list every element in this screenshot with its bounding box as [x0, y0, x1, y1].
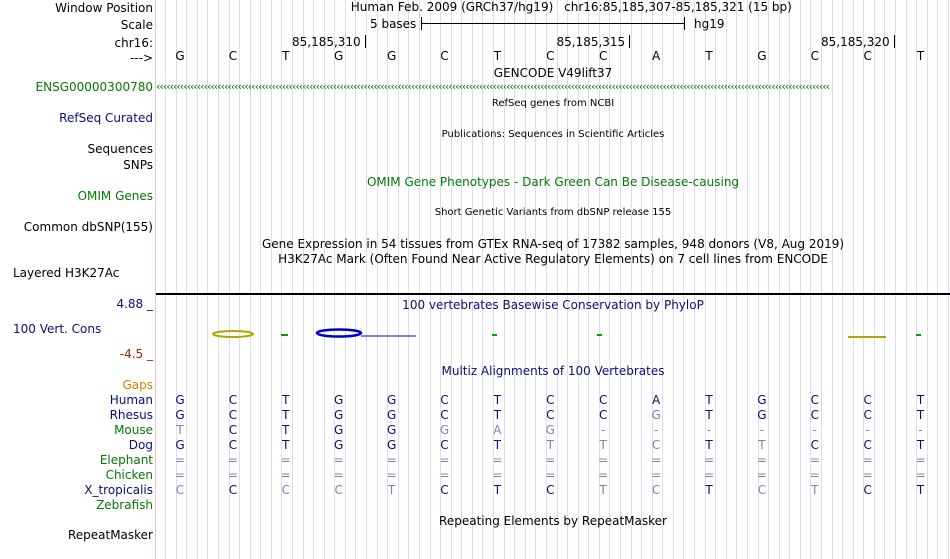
sequence-base: A: [651, 49, 661, 63]
alignment-base-elephant: =: [862, 453, 873, 467]
alignment-base-chicken: =: [439, 468, 450, 482]
alignment-base-chicken: =: [756, 468, 767, 482]
label-dog[interactable]: Dog: [128, 438, 153, 452]
alignment-base-chicken: =: [280, 468, 291, 482]
alignment-base-elephant: =: [492, 453, 503, 467]
alignment-base-mouse: C: [228, 423, 238, 437]
sequence-base: C: [546, 49, 555, 63]
alignment-base-rhesus: G: [175, 408, 185, 422]
alignment-base-xtrop: T: [811, 483, 819, 497]
gencode-gene-feature[interactable]: [156, 81, 950, 93]
alignment-base-xtrop: T: [599, 483, 607, 497]
alignment-base-dog: C: [440, 438, 449, 452]
alignment-base-dog: T: [758, 438, 766, 452]
alignment-base-dog: T: [705, 438, 713, 452]
coord-label: 85,185,320: [820, 35, 890, 49]
coord-tick: [894, 35, 895, 48]
alignment-base-rhesus: C: [863, 408, 872, 422]
alignment-base-xtrop: C: [228, 483, 238, 497]
label-cons-min[interactable]: -4.5 _: [119, 347, 153, 361]
alignment-base-mouse: G: [545, 423, 555, 437]
alignment-base-xtrop: T: [916, 483, 925, 497]
alignment-base-mouse: T: [282, 423, 290, 437]
alignment-base-mouse: -: [601, 423, 606, 437]
h3k27ac-title: H3K27Ac Mark (Often Found Near Active Regulatory Elements) on 7 cell lines from ENCODE: [278, 252, 828, 266]
alignment-base-rhesus: C: [810, 408, 819, 422]
alignment-base-chicken: =: [651, 468, 662, 482]
alignment-base-mouse: A: [493, 423, 502, 437]
alignment-base-mouse: -: [706, 423, 712, 437]
alignment-base-human: T: [916, 393, 925, 407]
label-rhesus[interactable]: Rhesus: [109, 408, 153, 422]
sequence-base: G: [757, 49, 767, 63]
alignment-base-human: T: [705, 393, 713, 407]
scale-bar: [421, 23, 684, 24]
label-scale[interactable]: Scale: [120, 18, 153, 32]
scale-bar-left-tick: [421, 17, 422, 30]
alignment-base-xtrop: C: [281, 483, 290, 497]
alignment-base-human: G: [175, 393, 185, 407]
gene-strand-arrows: ‹‹‹‹‹‹‹‹‹‹‹‹‹‹‹‹‹‹‹‹‹‹‹‹‹‹‹‹‹‹‹‹‹‹‹‹‹‹‹‹‹‹‹‹‹‹‹‹‹‹‹‹‹‹‹‹‹‹‹‹‹‹‹‹‹‹‹‹‹‹‹‹‹‹‹‹‹‹‹‹‹‹‹‹‹‹‹‹‹‹‹‹‹‹‹‹‹‹‹‹‹‹‹‹‹‹‹‹‹‹‹‹‹‹‹‹‹‹‹‹‹‹‹‹‹‹‹‹‹‹‹‹‹‹‹‹‹‹‹‹‹‹‹‹‹‹‹‹‹‹‹‹‹‹‹‹‹‹‹‹‹‹‹‹‹‹‹‹‹‹‹‹‹‹‹‹‹‹‹‹‹‹‹‹‹‹‹‹‹‹‹‹‹‹‹‹‹‹: [156, 81, 829, 93]
sequence-base: C: [598, 49, 608, 63]
label-window-position[interactable]: Window Position: [55, 1, 153, 15]
gencode-title: GENCODE V49lift37: [493, 66, 613, 80]
alignment-base-elephant: =: [439, 453, 450, 467]
alignment-base-human: C: [228, 393, 238, 407]
alignment-base-chicken: =: [598, 468, 609, 482]
sequence-base: G: [334, 49, 344, 63]
alignment-base-human: T: [493, 393, 502, 407]
alignment-base-xtrop: C: [440, 483, 449, 497]
alignment-base-xtrop: C: [757, 483, 767, 497]
label-vert-cons[interactable]: 100 Vert. Cons: [13, 322, 102, 336]
repeatmasker-title: Repeating Elements by RepeatMasker: [439, 514, 667, 528]
alignment-base-mouse: -: [812, 423, 817, 437]
alignment-base-human: C: [546, 393, 555, 407]
alignment-base-chicken: =: [915, 468, 926, 482]
alignment-base-mouse: T: [176, 423, 184, 437]
label-refseq[interactable]: RefSeq Curated: [59, 111, 153, 125]
alignment-base-human: G: [386, 393, 397, 407]
alignment-base-chicken: =: [333, 468, 344, 482]
alignment-base-xtrop: T: [493, 483, 502, 497]
scale-db: hg19: [694, 17, 725, 31]
coord-label: 85,185,310: [291, 35, 361, 49]
alignment-base-xtrop: T: [387, 483, 396, 497]
alignment-base-mouse: -: [918, 423, 923, 437]
sequence-base: G: [175, 49, 185, 63]
label-xtrop[interactable]: X_tropicalis: [84, 483, 153, 497]
alignment-base-human: T: [282, 393, 290, 407]
alignment-base-human: C: [440, 393, 449, 407]
alignment-base-rhesus: T: [705, 408, 713, 422]
alignment-base-mouse: -: [653, 423, 659, 437]
alignment-base-rhesus: G: [334, 408, 344, 422]
alignment-base-chicken: =: [809, 468, 820, 482]
alignment-base-human: G: [757, 393, 767, 407]
alignment-base-mouse: -: [759, 423, 765, 437]
alignment-base-chicken: =: [227, 468, 238, 482]
alignment-base-human: C: [810, 393, 819, 407]
label-strand[interactable]: --->: [129, 51, 153, 65]
alignment-base-dog: G: [334, 438, 344, 452]
sequence-base: C: [440, 49, 449, 63]
alignment-base-elephant: =: [598, 453, 609, 467]
label-sequences[interactable]: Sequences: [87, 142, 153, 156]
sequence-base: C: [810, 49, 819, 63]
alignment-base-elephant: =: [386, 453, 397, 467]
alignment-base-rhesus: G: [757, 408, 767, 422]
alignment-base-chicken: =: [862, 468, 873, 482]
alignment-base-xtrop: C: [651, 483, 661, 497]
alignment-base-dog: T: [546, 438, 554, 452]
alignment-base-chicken: =: [492, 468, 503, 482]
label-human[interactable]: Human: [109, 393, 153, 407]
alignment-base-elephant: =: [651, 453, 662, 467]
alignment-base-dog: T: [493, 438, 502, 452]
alignment-base-rhesus: T: [282, 408, 290, 422]
label-mouse[interactable]: Mouse: [114, 423, 153, 437]
coord-tick: [629, 35, 630, 48]
label-chicken[interactable]: Chicken: [105, 468, 153, 482]
label-chrom[interactable]: chr16:: [114, 36, 153, 50]
coord-tick: [365, 35, 366, 48]
alignment-base-mouse: G: [439, 423, 450, 437]
alignment-base-elephant: =: [227, 453, 238, 467]
window-assembly: Human Feb. 2009 (GRCh37/hg19): [350, 0, 554, 14]
dbsnp-title: Short Genetic Variants from dbSNP release 155: [434, 207, 672, 218]
label-gaps[interactable]: Gaps: [122, 378, 153, 392]
sequence-base: T: [493, 49, 502, 63]
alignment-base-elephant: =: [809, 453, 820, 467]
phylop-title: 100 vertebrates Basewise Conservation by PhyloP: [402, 298, 704, 312]
label-omim[interactable]: OMIM Genes: [77, 189, 153, 203]
alignment-base-dog: T: [916, 438, 925, 452]
alignment-base-dog: G: [386, 438, 397, 452]
alignment-base-dog: T: [282, 438, 290, 452]
alignment-base-human: A: [651, 393, 661, 407]
alignment-base-chicken: =: [174, 468, 186, 482]
label-dbsnp[interactable]: Common dbSNP(155): [23, 220, 153, 234]
alignment-base-elephant: =: [174, 453, 186, 467]
coord-label: 85,185,315: [556, 35, 626, 49]
alignment-base-mouse: G: [386, 423, 397, 437]
label-repeatmasker[interactable]: RepeatMasker: [67, 528, 153, 542]
alignment-base-dog: C: [228, 438, 238, 452]
track-labels: [0, 0, 155, 559]
sequence-base: T: [705, 49, 713, 63]
multiz-title: Multiz Alignments of 100 Vertebrates: [441, 364, 665, 378]
alignment-base-chicken: =: [703, 468, 715, 482]
alignment-base-elephant: =: [756, 453, 767, 467]
alignment-base-chicken: =: [545, 468, 556, 482]
publications-title: Publications: Sequences in Scientific Articles: [441, 129, 665, 140]
alignment-base-elephant: =: [545, 453, 556, 467]
gtex-title: Gene Expression in 54 tissues from GTEx RNA-seq of 17382 samples, 948 donors (V8, Aug 2019): [261, 237, 845, 251]
window-position-text: chr16:85,185,307-85,185,321 (15 bp): [564, 0, 792, 14]
alignment-base-human: C: [863, 393, 872, 407]
alignment-base-dog: C: [810, 438, 819, 452]
alignment-base-elephant: =: [915, 453, 926, 467]
track-divider: [156, 293, 950, 295]
alignment-base-xtrop: C: [334, 483, 343, 497]
alignment-base-xtrop: C: [175, 483, 185, 497]
scale-text: 5 bases: [370, 17, 417, 31]
alignment-base-human: C: [598, 393, 608, 407]
alignment-base-human: G: [334, 393, 344, 407]
alignment-base-elephant: =: [280, 453, 291, 467]
cons-mark: [213, 331, 253, 337]
sequence-base: T: [282, 49, 290, 63]
sequence-base: C: [863, 49, 872, 63]
scale-bar-right-tick: [684, 17, 685, 30]
sequence-base: T: [916, 49, 925, 63]
alignment-base-rhesus: G: [651, 408, 661, 422]
alignment-base-elephant: =: [333, 453, 344, 467]
alignment-base-mouse: G: [334, 423, 344, 437]
track-area: [156, 0, 950, 559]
alignment-base-rhesus: G: [386, 408, 397, 422]
alignment-base-rhesus: T: [916, 408, 925, 422]
sequence-base: C: [228, 49, 238, 63]
label-ensg[interactable]: ENSG00000300780: [35, 80, 153, 94]
alignment-base-dog: C: [651, 438, 661, 452]
label-elephant[interactable]: Elephant: [99, 453, 153, 467]
sequence-base: G: [386, 49, 397, 63]
alignment-base-dog: G: [175, 438, 185, 452]
alignment-base-xtrop: C: [546, 483, 555, 497]
alignment-base-dog: C: [863, 438, 872, 452]
alignment-base-mouse: -: [865, 423, 870, 437]
conservation-plot: [156, 320, 950, 350]
alignment-base-chicken: =: [386, 468, 397, 482]
label-snps[interactable]: SNPs: [123, 158, 153, 172]
label-h3k27ac[interactable]: Layered H3K27Ac: [13, 266, 120, 280]
alignment-base-dog: T: [599, 438, 607, 452]
refseq-title: RefSeq genes from NCBI: [491, 98, 615, 109]
alignment-base-rhesus: C: [546, 408, 555, 422]
alignment-base-rhesus: C: [598, 408, 608, 422]
alignment-base-elephant: =: [703, 453, 715, 467]
alignment-base-xtrop: T: [705, 483, 713, 497]
alignment-base-rhesus: C: [440, 408, 449, 422]
cons-mark: [317, 330, 361, 337]
alignment-base-xtrop: C: [863, 483, 872, 497]
omim-title: OMIM Gene Phenotypes - Dark Green Can Be Disease-causing: [366, 175, 740, 189]
label-cons-max[interactable]: 4.88 _: [116, 297, 153, 311]
alignment-base-rhesus: T: [493, 408, 502, 422]
label-zebrafish[interactable]: Zebrafish: [96, 498, 153, 512]
alignment-base-rhesus: C: [228, 408, 238, 422]
